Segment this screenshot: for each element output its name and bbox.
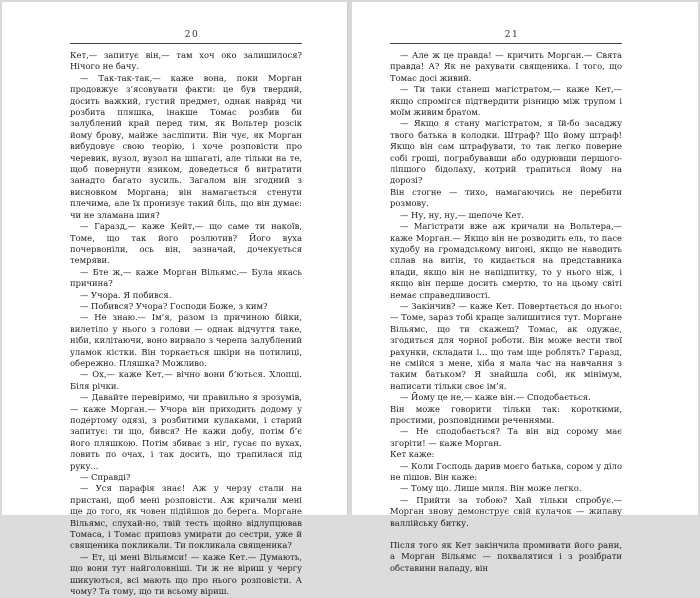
paragraph: Він стогне — тихо, намагаючись не перебити розмову.	[390, 186, 622, 209]
paragraph: — Побився? Учора? Господи Боже, з ким?	[80, 300, 268, 311]
paragraph: — Не знаю.— Ім’я, разом із причиною бійки, вилетіло у нього з голови — однак відчуття таке, ніби, килітаючи, воно вирвало з черепа залублений уламок кістки. Він торкається шкіри на потилиці, обережно. Пляшка? Можливо.	[70, 312, 302, 368]
paragraph: — Ти таки станеш магістратом,— каже Кет,— якщо спромігся підтвердити різницю між трупом і моїм живим братом.	[390, 84, 622, 118]
header-rule-left	[70, 43, 302, 44]
paragraph: — Не сподобається? Та він від сорому має згоріти! — каже Морган.	[390, 426, 622, 448]
paragraph: — Але ж це правда! — кричить Морган.— Свята правда! А? Як не рахувати священика. І того, що Томас досі живий.	[390, 50, 622, 83]
paragraph: — Давайте перевіримо, чи правильно я зрозумів,— каже Морган.— Учора він приходить додому у подертому одязі, з розбитими кулаками, і старий запитує: ти що, бився? Не кажи добу, потім б’є його пляшкою. Потім збиває з ніг, гусає по вухах, ловить по очах, і так досить, що трапилася під руку...	[70, 392, 302, 471]
right-page-text	[390, 50, 622, 574]
paragraph: — Ну, ну, ну,— шепоче Кет.	[400, 209, 524, 220]
paragraph: Кет каже:	[390, 449, 435, 460]
paragraph: — Учора. Я побився.	[80, 289, 172, 300]
paragraph: — Уся парафія знає! Аж у черзу стали на пристані, щоб мені розповісти. Аж кричали мені ще до того, як човен підійшов до берега. Моргане Вільямс, слухай-но, твій тесть щойно відлупцював Томаса, і Томас приповз умирати до сестри, уже й священика покликали. Ти покликала священика?	[70, 483, 302, 551]
paragraph: — Так-так-так,— каже вона, поки Морган продовжує з’ясовувати факти: це був твердий, досить важкий, густий предмет, однак навряд чи розбита пляшка, інакше Томас розбив би залублений край перед тим, як Вольтер розсік йому брову, майже засліпити. Він чує, як Морган вибудовує свою теорію, і хоче розповісти про черевик, вузол, вузол на шпагаті, але тільки на те, щоб повернути язиком, доведеться б витратити занадто багато зусиль. Загалом він згодний з висновком Моргана; він намагається стенути плечима, але їх пронизує такий біль, що він думає: чи не зламана шия?	[70, 72, 302, 220]
right-page	[352, 2, 698, 573]
paragraph: Кет,— запитує він,— там хоч око залишилося? Нічого не бачу.	[70, 50, 302, 72]
paragraph: — Тому що. Лише миля. Він може легко.	[400, 483, 582, 494]
paragraph: — Гаразд,— каже Кейт,— що саме ти накоїв, Томе, що так його розлютив? Його вуха почервоніли, ось він, зазначай, дочекується темряви.	[70, 221, 302, 266]
paragraph: Після того як Кет закінчила промивати його рани, а Морган Вільямс — похвалятися і з розібрати обставини нападу, він	[390, 540, 622, 573]
page-number-right: 21	[504, 30, 520, 40]
left-page	[2, 2, 348, 597]
paragraph: Він може говорити тільки так: короткими, простими, розповідними реченнями.	[390, 403, 622, 425]
paragraph: — Ох,— каже Кет,— вічно вони б’ються. Хлопці. Біля річки.	[70, 369, 302, 391]
paragraph: — Прийти за тобою? Хай тільки спробує.— Морган знову демонструє свій кулачок — жилаву валлійську битку.	[390, 494, 622, 528]
paragraph: — Коли Господь дарив моєго батька, сором у діло не пішов. Він каже:	[390, 460, 622, 483]
paragraph: — Ет, ці мені Вільямси! — каже Кет.— Думають, що вони тут найголовніші. Ти ж не віриш у чергу шикуються, всі мають що про нього розповісти. А чому? Та тому, що ти всьому віриш.	[70, 551, 302, 597]
header-rule-right	[390, 43, 622, 44]
paragraph: — Бте ж,— каже Морган Вільямс.— Була якась причина?	[70, 266, 302, 289]
paragraph: — Справді?	[80, 472, 131, 483]
paragraph: — Йому це не,— каже він.— Сподобається.	[400, 392, 591, 403]
paragraph: — Якщо я стану магістратом, я їй-бо засаджу твого батька в колодки. Штраф? Що йому штраф! Якщо він сам штрафувати, то так легко поверне собі гроші, пограбувавши або одурювши першого-ліпшого бідолаху, котрий трапиться йому на дорозі?	[390, 118, 622, 186]
paragraph: — Закінчив? — каже Кет. Повертається до нього: — Томе, зараз тобі краще залишитися тут. Моргане Вільямс, що ти скажеш? Томас, ак одужає, згодиться для чорної роботи. Він може вести твої рахунки, складати і... що там іще роблять? Гаразд, не смійся з мене, хіба я мала час на навчання з таким батьком? Я знайшла собі, як мінімум, написати тільки своє ім’я.	[390, 300, 622, 391]
page-number-left: 20	[184, 30, 200, 40]
left-page-text	[70, 50, 302, 598]
paragraph: — Магістрати вже аж кричали на Вольтера,— каже Морган.— Якщо він не розводить ель, то пасе худобу на громадському вигоні, якщо не наводить сплав на вигін, то кидається на представника влади, якщо він не напідпитку, то у нього ніж, і якщо він перше досить смертю, то на цьому світі немає справедливості.	[390, 221, 622, 300]
